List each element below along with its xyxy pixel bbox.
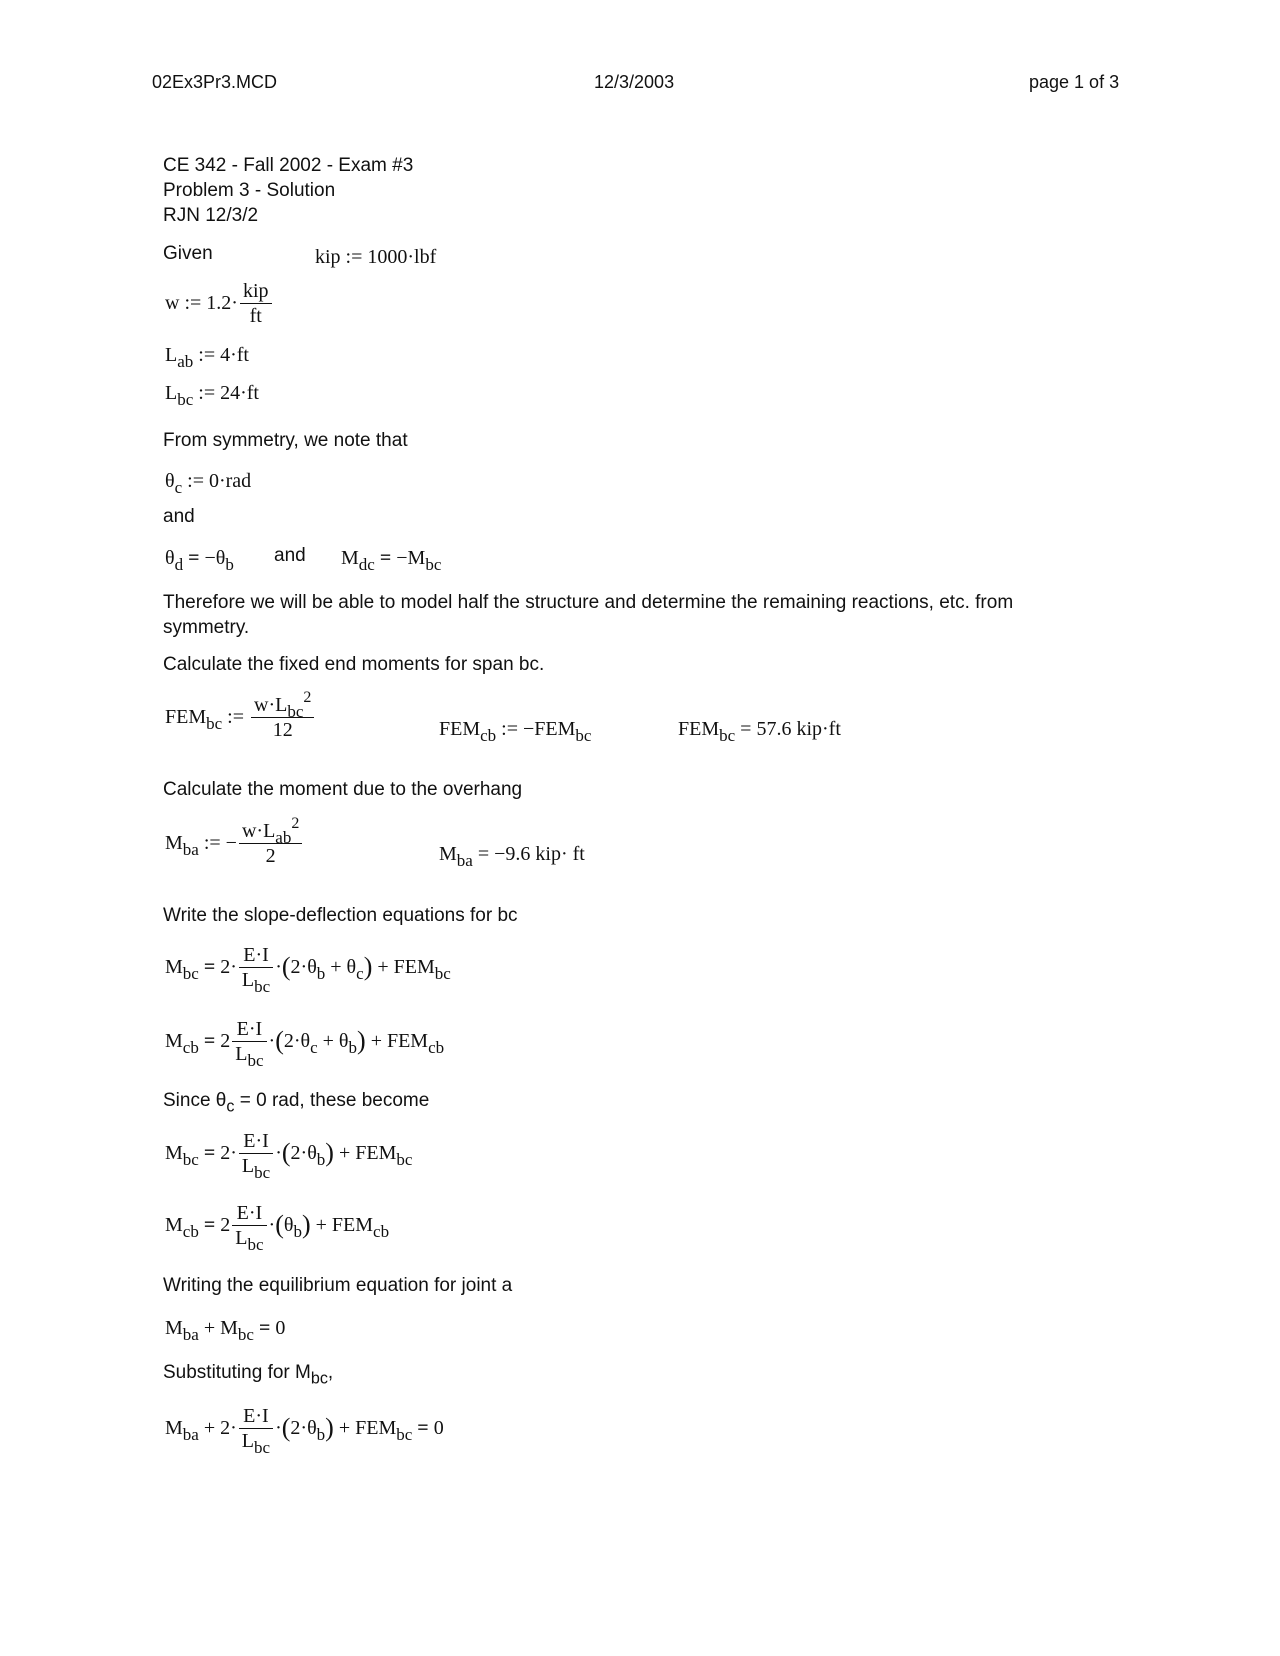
fem-bc-result: $FEM_{bc} = 57.6$ kip·ft	[678, 718, 841, 745]
mba-definition: $M_{ba}$ := − $\frac{w\cdot L_{ab}^2}{2}$	[165, 820, 304, 869]
therefore-paragraph: Therefore we will be able to model half the structure and determine the remaining reactions, etc. from symmetry.	[163, 592, 1014, 638]
file-name: 02Ex3Pr3.MCD	[152, 72, 278, 92]
and-connector: and	[274, 545, 306, 566]
mcb-simplified-equation: $M_{cb} = 2$ $\frac{E\cdot I}{L_{bc}}$ $\cdot(\theta_b) + FEM_{cb}$	[165, 1202, 390, 1254]
and-text: and	[163, 506, 195, 527]
lab-definition: $L_{ab}$ := 4·ft	[165, 344, 249, 371]
print-date: 12/3/2003	[594, 72, 675, 92]
kip-definition: kip := 1000·lbf	[315, 246, 437, 268]
substituting-text: Substituting for $M_{bc}$,	[163, 1362, 334, 1388]
mcb-equation: $M_{cb} = 2$ $\frac{E\cdot I}{L_{bc}}$ $\cdot(2\cdot\theta_c + \theta_b) + FEM_{cb}$	[165, 1018, 445, 1070]
fem-bc-definition: $FEM_{bc}$ := $\frac{w\cdot L_{bc}^2}{12}$	[165, 694, 316, 743]
problem-title: Problem 3 - Solution	[163, 180, 336, 201]
slope-deflection-heading: Write the slope-deflection equations for bc	[163, 905, 518, 926]
symmetry-text: From symmetry, we note that	[163, 430, 408, 451]
substituted-equation: $M_{ba} + 2\cdot$ $\frac{E\cdot I}{L_{bc}}$ $\cdot(2\cdot\theta_b) + FEM_{bc} = 0$	[165, 1405, 444, 1457]
mbc-simplified-equation: $M_{bc} = 2\cdot$ $\frac{E\cdot I}{L_{bc}}$ $\cdot(2\cdot\theta_b) + FEM_{bc}$	[165, 1130, 413, 1182]
mba-fraction: $\frac{w\cdot L_{ab}^2}{2}$	[239, 820, 302, 869]
author-line: RJN 12/3/2	[163, 205, 259, 226]
fem-cb-definition: $FEM_{cb}$ := $-FEM_{bc}$	[439, 718, 592, 745]
calc-fem-heading: Calculate the fixed end moments for span bc.	[163, 654, 545, 675]
lab-value: 4·ft	[220, 344, 249, 366]
mba-result: $M_{ba} = -9.6$ kip· ft	[439, 843, 585, 870]
lbc-definition: $L_{bc}$ := 24·ft	[165, 382, 259, 409]
fem-bc-result-value: 57.6 kip·ft	[756, 718, 841, 740]
mbc-equation: $M_{bc} = 2\cdot$ $\frac{E\cdot I}{L_{bc}}$ $\cdot(2\cdot\theta_b + \theta_c) + FEM_{bc}$	[165, 944, 451, 996]
mba-result-value: −9.6 kip· ft	[494, 843, 585, 865]
equilibrium-heading: Writing the equilibrium equation for joint a	[163, 1275, 513, 1296]
equilibrium-equation: $M_{ba} + M_{bc} = 0$	[165, 1317, 286, 1344]
lbc-value: 24·ft	[220, 382, 259, 404]
course-title: CE 342 - Fall 2002 - Exam #3	[163, 155, 414, 176]
page-number: page 1 of 3	[1029, 72, 1120, 92]
theta-c-definition: $\theta_c$ := 0·rad	[165, 470, 252, 497]
w-unit-fraction: $\frac{\text{kip}}{ft}$	[240, 280, 272, 329]
theta-c-value: 0·rad	[208, 470, 252, 492]
w-coefficient: 1.2	[206, 292, 232, 315]
since-theta-c-text: Since $\theta_c = 0$ rad, these become	[163, 1090, 430, 1116]
mdc-relation: $M_{dc} = -M_{bc}$	[341, 547, 442, 574]
w-definition: w := 1.2· $\frac{\text{kip}}{ft}$	[165, 280, 274, 329]
fem-bc-fraction: $\frac{w\cdot L_{bc}^2}{12}$	[251, 694, 314, 743]
theta-d-relation: $\theta_d = -\theta_b$	[165, 547, 234, 574]
calc-overhang-heading: Calculate the moment due to the overhang	[163, 779, 523, 800]
given-label: Given	[163, 243, 213, 264]
